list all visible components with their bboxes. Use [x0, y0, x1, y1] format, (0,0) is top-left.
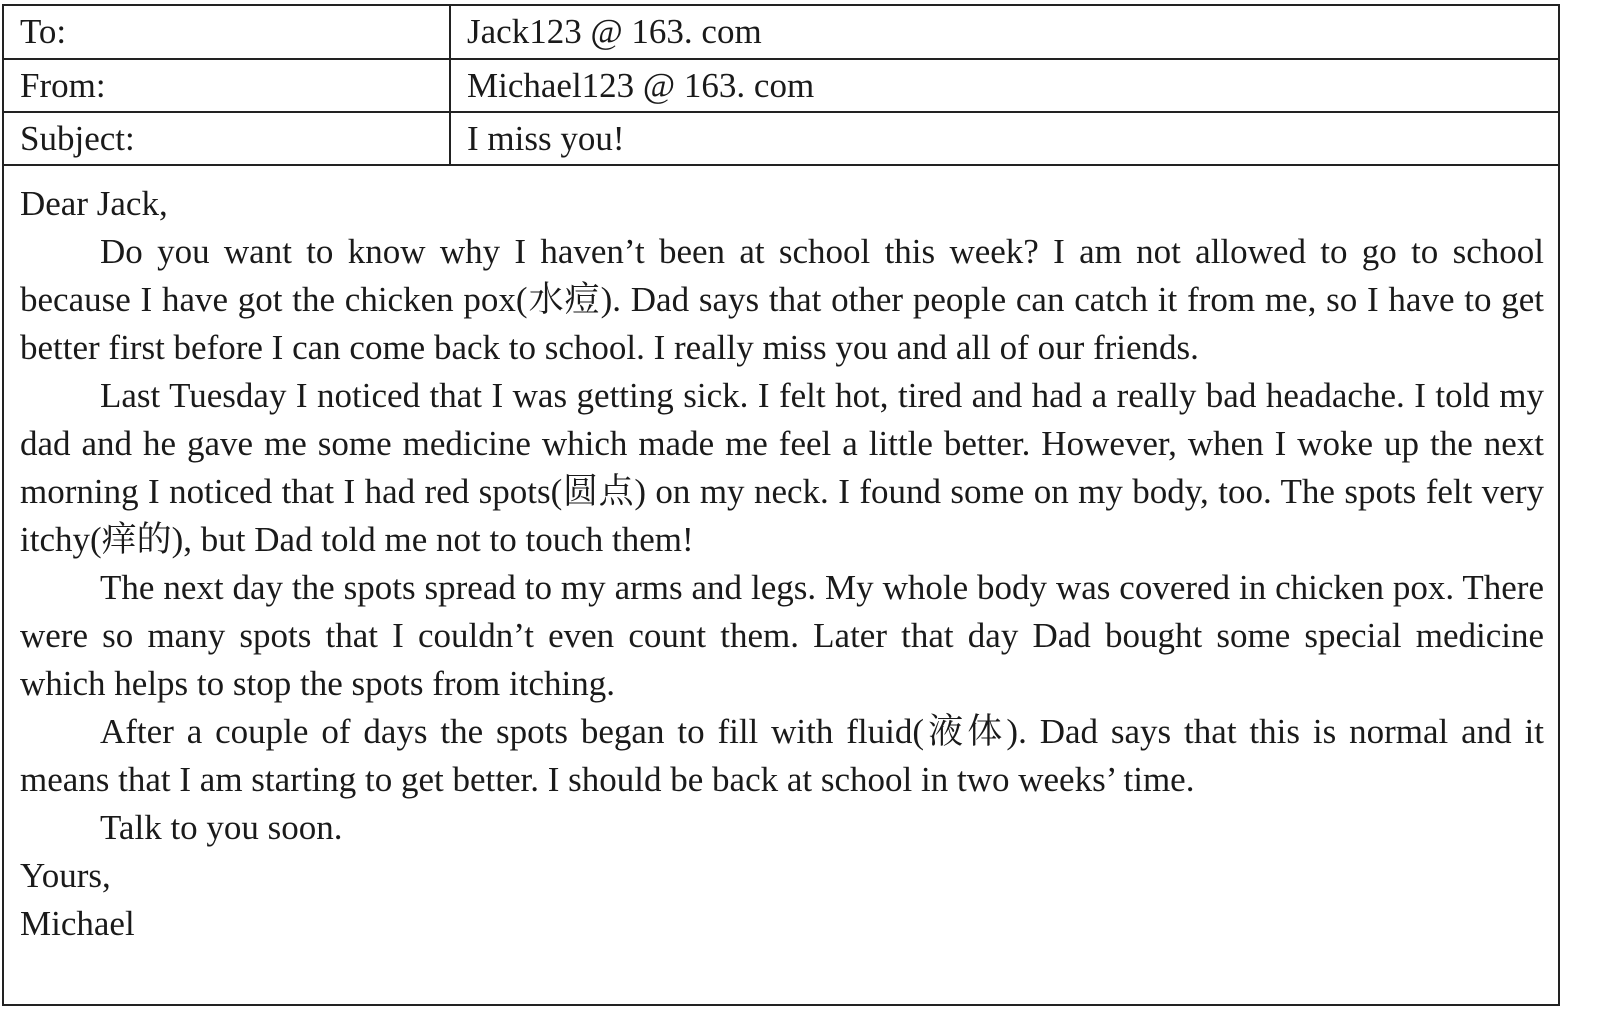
paragraph-2: Last Tuesday I noticed that I was getting sick. I felt hot, tired and had a really bad headache. I told my dad and he gave me some medicine which made me feel a little better. However, when I woke up the next morning I noticed that I had red spots(圆点) on my neck. I found some on my body, too. The spots felt very itchy(痒的), but Dad told me not to touch them! — [20, 376, 1544, 559]
email-letter — [2, 4, 1560, 1006]
from-label: From: — [4, 59, 450, 112]
closing: Yours, — [20, 856, 111, 895]
email-body — [4, 166, 1558, 948]
from-value: Michael123 @ 163. com — [450, 59, 1558, 112]
to-label: To: — [4, 6, 450, 59]
email-header-table — [4, 6, 1558, 166]
paragraph-1: Do you want to know why I haven’t been at school this week? I am not allowed to go to school because I have got the chicken pox(水痘). Dad says that other people can catch it from me, so I have to get better first before I can come back to school. I really miss you and all of our friends. — [20, 232, 1544, 367]
signature: Michael — [20, 904, 135, 943]
subject-label: Subject: — [4, 112, 450, 165]
subject-row — [4, 112, 1558, 165]
subject-value: I miss you! — [450, 112, 1558, 165]
to-row — [4, 6, 1558, 59]
from-row — [4, 59, 1558, 112]
sign-off-line: Talk to you soon. — [100, 808, 343, 847]
to-value: Jack123 @ 163. com — [450, 6, 1558, 59]
paragraph-3: The next day the spots spread to my arms and legs. My whole body was covered in chicken pox. There were so many spots that I couldn’t even count them. Later that day Dad bought some special medicine which helps to stop the spots from itching. — [20, 568, 1544, 703]
paragraph-4: After a couple of days the spots began to fill with fluid(液体). Dad says that this is normal and it means that I am starting to get better. I should be back at school in two weeks’ time. — [20, 712, 1544, 799]
greeting: Dear Jack, — [20, 184, 168, 223]
